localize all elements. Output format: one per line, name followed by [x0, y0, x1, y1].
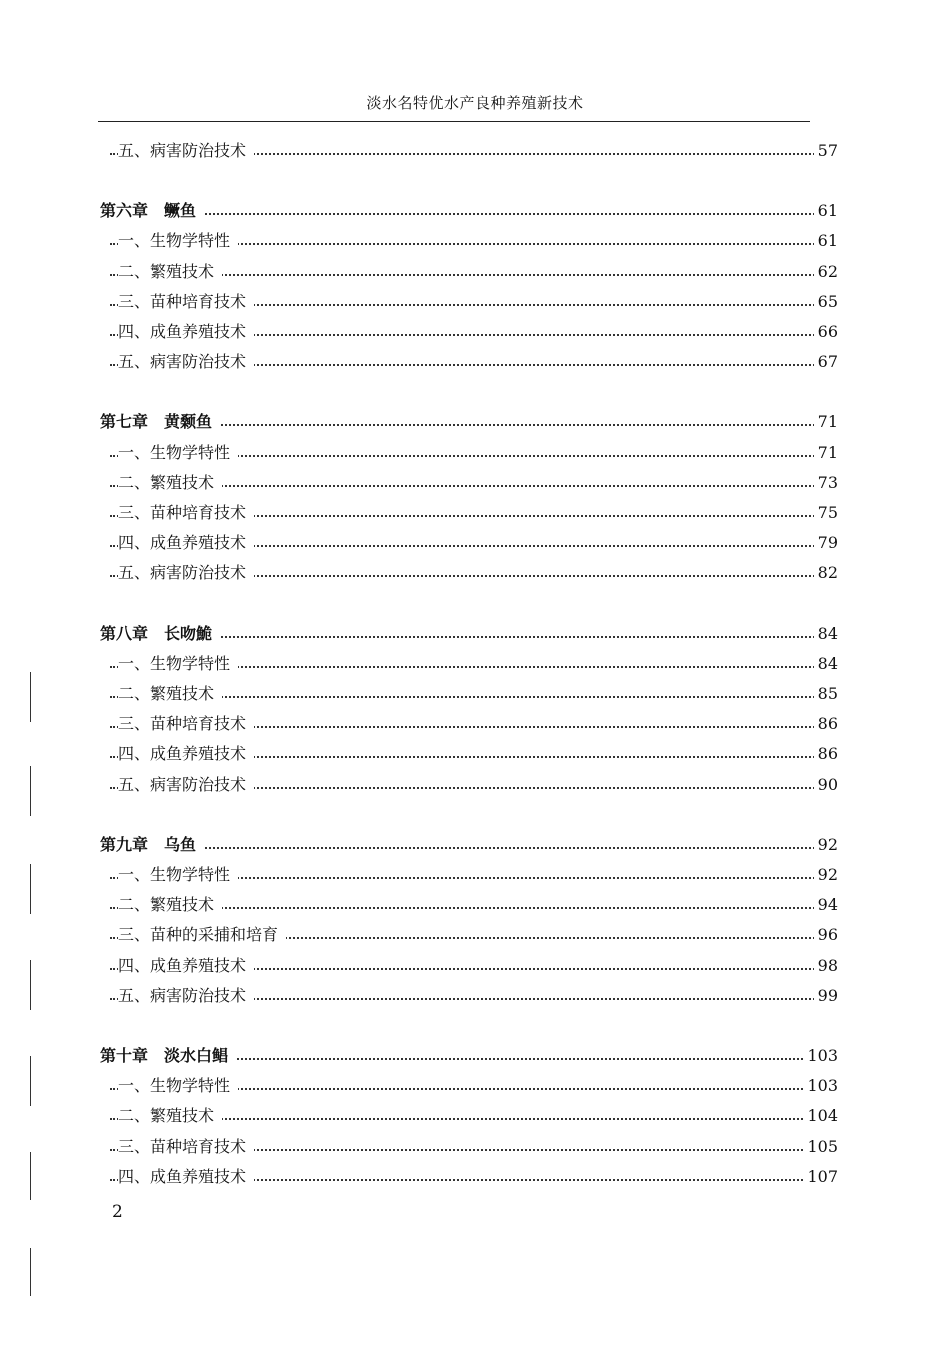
toc-section-entry: [0, 983, 950, 1009]
toc-page-number: 71: [814, 440, 838, 466]
scan-mark: [30, 1152, 31, 1200]
scan-mark: [30, 960, 31, 1010]
toc-section-entry: [0, 349, 950, 375]
toc-section-entry: [0, 1073, 950, 1099]
toc-page-number: 75: [814, 500, 838, 526]
toc-section-entry: [0, 228, 950, 254]
scan-mark: [30, 1056, 31, 1106]
toc-page-number: 86: [814, 711, 838, 737]
section-title: 三、苗种的采捕和培育: [118, 922, 286, 948]
toc-section-entry: [0, 741, 950, 767]
toc-section-entry: [0, 289, 950, 315]
toc-page-number: 86: [814, 741, 838, 767]
scan-mark: [30, 672, 31, 722]
section-title: 一、生物学特性: [118, 651, 238, 677]
toc-section-entry: [0, 953, 950, 979]
toc-page-number: 67: [814, 349, 838, 375]
section-title: 二、繁殖技术: [118, 259, 222, 285]
section-title: 五、病害防治技术: [118, 983, 254, 1009]
toc-page-number: 90: [814, 772, 838, 798]
toc-section-entry: [0, 862, 950, 888]
section-title: 四、成鱼养殖技术: [118, 1164, 254, 1190]
toc-page-number: 94: [814, 892, 838, 918]
chapter-title: 第七章 黄颡鱼: [100, 409, 220, 435]
toc-chapter-entry: [0, 621, 950, 647]
section-title: 二、繁殖技术: [118, 1103, 222, 1129]
toc-section-entry: [0, 259, 950, 285]
toc-page-number: 85: [814, 681, 838, 707]
toc-section-entry: [0, 892, 950, 918]
toc-page-number: 82: [814, 560, 838, 586]
toc-section-entry: [0, 470, 950, 496]
toc-page-number: 92: [814, 862, 838, 888]
toc-page-number: 73: [814, 470, 838, 496]
section-title: 一、生物学特性: [118, 862, 238, 888]
toc-section-entry: [0, 1134, 950, 1160]
toc-page-number: 92: [814, 832, 838, 858]
section-title: 五、病害防治技术: [118, 349, 254, 375]
section-title: 四、成鱼养殖技术: [118, 953, 254, 979]
toc-section-entry: [0, 530, 950, 556]
section-title: 二、繁殖技术: [118, 681, 222, 707]
section-title: 五、病害防治技术: [118, 772, 254, 798]
section-title: 三、苗种培育技术: [118, 1134, 254, 1160]
section-title: 一、生物学特性: [118, 440, 238, 466]
toc-page-number: 96: [814, 922, 838, 948]
toc-chapter-entry: [0, 409, 950, 435]
toc-section-entry: [0, 681, 950, 707]
section-title: 一、生物学特性: [118, 1073, 238, 1099]
toc-section-entry: [0, 922, 950, 948]
scan-mark: [30, 766, 31, 816]
chapter-title: 第六章 鳜鱼: [100, 198, 204, 224]
toc-chapter-entry: [0, 198, 950, 224]
scan-mark: [30, 1248, 31, 1296]
section-title: 二、繁殖技术: [118, 470, 222, 496]
toc-page-number: 98: [814, 953, 838, 979]
scan-mark: [30, 864, 31, 914]
chapter-title: 第八章 长吻鮠: [100, 621, 220, 647]
section-title: 四、成鱼养殖技术: [118, 530, 254, 556]
chapter-title: 第十章 淡水白鲳: [100, 1043, 236, 1069]
section-title: 四、成鱼养殖技术: [118, 741, 254, 767]
toc-page-number: 61: [814, 198, 838, 224]
toc-section-entry: [0, 319, 950, 345]
toc-page-number: 71: [814, 409, 838, 435]
toc-section-entry: [0, 651, 950, 677]
section-title: 三、苗种培育技术: [118, 500, 254, 526]
toc-page-number: 107: [803, 1164, 838, 1190]
toc-section-entry: [0, 440, 950, 466]
toc-section-entry: [0, 500, 950, 526]
dot-leader: [110, 847, 818, 849]
toc-page-number: 99: [814, 983, 838, 1009]
toc-page-number: 66: [814, 319, 838, 345]
page-number: 2: [112, 1202, 123, 1222]
toc-page-number: 104: [803, 1103, 838, 1129]
toc-section-entry: [0, 560, 950, 586]
section-title: 五、病害防治技术: [118, 560, 254, 586]
section-title: 四、成鱼养殖技术: [118, 319, 254, 345]
toc-section-entry: [0, 772, 950, 798]
toc-section-entry: [0, 1103, 950, 1129]
chapter-title: 第九章 乌鱼: [100, 832, 204, 858]
toc-page-number: 62: [814, 259, 838, 285]
toc-chapter-entry: [0, 832, 950, 858]
toc-page-number: 84: [814, 621, 838, 647]
toc-page-number: 65: [814, 289, 838, 315]
toc-page-number: 103: [803, 1073, 838, 1099]
running-header: 淡水名特优水产良种养殖新技术: [366, 94, 584, 112]
toc-page-number: 79: [814, 530, 838, 556]
section-title: 二、繁殖技术: [118, 892, 222, 918]
toc-section-entry: [0, 138, 950, 164]
toc-page-number: 103: [803, 1043, 838, 1069]
toc-page-number: 57: [814, 138, 838, 164]
section-title: 三、苗种培育技术: [118, 289, 254, 315]
dot-leader: [110, 213, 818, 215]
toc-chapter-entry: [0, 1043, 950, 1069]
toc-page-number: 61: [814, 228, 838, 254]
toc-page-number: 84: [814, 651, 838, 677]
toc-page-number: 105: [803, 1134, 838, 1160]
toc-section-entry: [0, 1164, 950, 1190]
section-title: 一、生物学特性: [118, 228, 238, 254]
section-title: 五、病害防治技术: [118, 138, 254, 164]
toc-section-entry: [0, 711, 950, 737]
section-title: 三、苗种培育技术: [118, 711, 254, 737]
